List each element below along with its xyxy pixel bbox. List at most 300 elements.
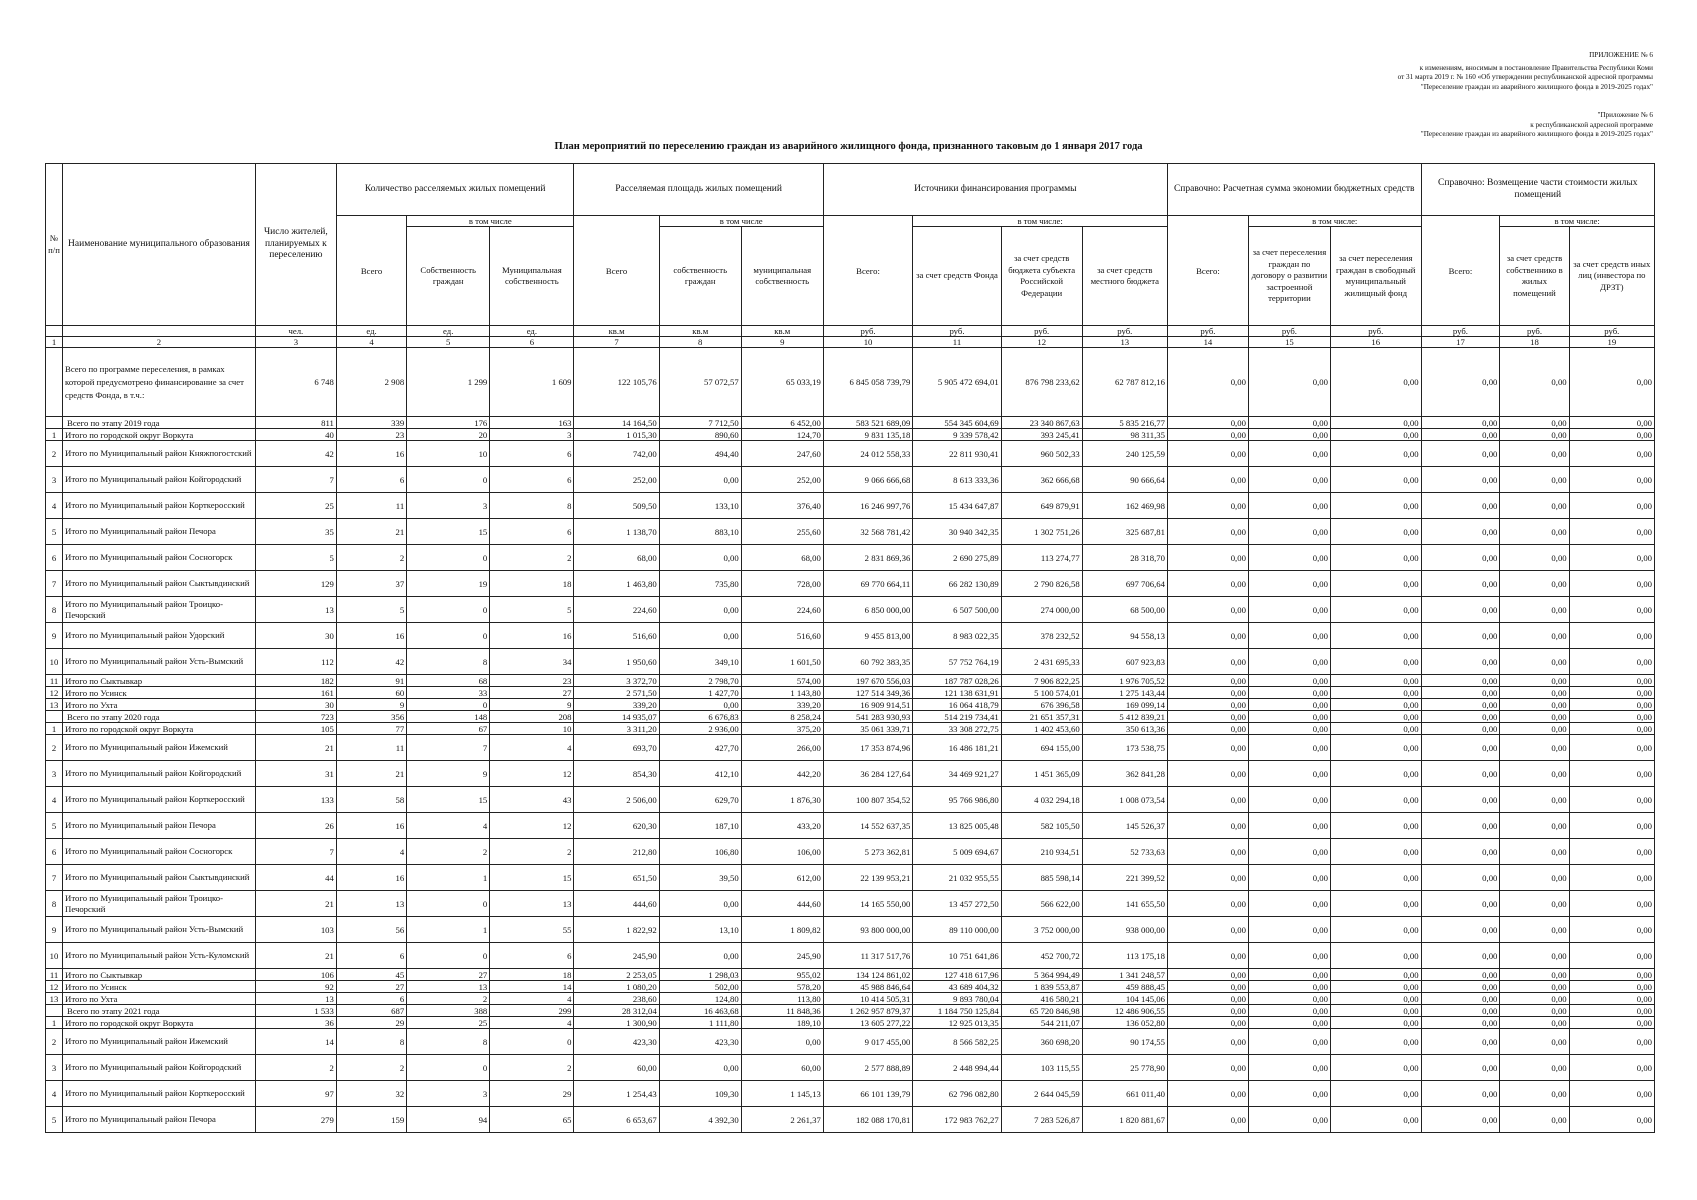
value-cell: 0,00: [659, 1055, 741, 1081]
municipality-name: Итого по Муниципальный район Печора: [63, 813, 256, 839]
value-cell: 13: [407, 981, 490, 993]
value-cell: 1 298,03: [659, 969, 741, 981]
value-cell: 0,00: [1421, 571, 1500, 597]
value-cell: 60: [336, 687, 406, 699]
value-cell: 0,00: [1421, 813, 1500, 839]
value-cell: 210 934,51: [1001, 839, 1082, 865]
value-cell: 339,20: [574, 699, 659, 711]
table-row: [46, 1081, 1655, 1107]
value-cell: 0,00: [1248, 467, 1330, 493]
value-cell: 0,00: [1500, 981, 1569, 993]
table-row: [46, 1017, 1655, 1029]
value-cell: 0,00: [1569, 571, 1654, 597]
value-cell: 12 925 013,35: [913, 1017, 1001, 1029]
value-cell: 0,00: [1500, 891, 1569, 917]
value-cell: 0,00: [1569, 917, 1654, 943]
table-row: [46, 623, 1655, 649]
value-cell: 9: [490, 699, 574, 711]
value-cell: 173 538,75: [1082, 735, 1167, 761]
row-number: 7: [46, 865, 63, 891]
value-cell: 0,00: [1248, 348, 1330, 417]
value-cell: 0,00: [1248, 417, 1330, 429]
value-cell: 172 983 762,27: [913, 1107, 1001, 1133]
value-cell: 21: [336, 519, 406, 545]
value-cell: 136 052,80: [1082, 1017, 1167, 1029]
value-cell: 0,00: [1248, 761, 1330, 787]
municipality-name: Итого по городской округ Воркута: [63, 723, 256, 735]
value-cell: 0,00: [1421, 1081, 1500, 1107]
column-number-cell: 9: [741, 337, 823, 348]
value-cell: 69 770 664,11: [823, 571, 913, 597]
municipality-name: Итого по Сыктывкар: [63, 969, 256, 981]
value-cell: 0,00: [1569, 675, 1654, 687]
unit-cell: руб.: [1421, 326, 1500, 337]
value-cell: 0,00: [1500, 917, 1569, 943]
value-cell: 21 032 955,55: [913, 865, 1001, 891]
value-cell: 182: [255, 675, 336, 687]
value-cell: 13: [255, 597, 336, 623]
value-cell: 3 752 000,00: [1001, 917, 1082, 943]
unit-cell: руб.: [1500, 326, 1569, 337]
value-cell: 0,00: [1569, 723, 1654, 735]
value-cell: 6 748: [255, 348, 336, 417]
value-cell: 0: [407, 467, 490, 493]
value-cell: 68 500,00: [1082, 597, 1167, 623]
value-cell: 66 282 130,89: [913, 571, 1001, 597]
value-cell: 0,00: [1330, 735, 1421, 761]
municipality-name: Итого по Муниципальный район Ижемский: [63, 735, 256, 761]
value-cell: 24 012 558,33: [823, 441, 913, 467]
value-cell: 65 033,19: [741, 348, 823, 417]
value-cell: 0,00: [1421, 1005, 1500, 1017]
value-cell: 0,00: [1569, 649, 1654, 675]
group-economy-header: Справочно: Расчетная сумма экономии бюджетных средств: [1167, 164, 1421, 216]
value-cell: 0,00: [1167, 1055, 1248, 1081]
value-cell: 1 008 073,54: [1082, 787, 1167, 813]
value-cell: 12: [490, 813, 574, 839]
value-cell: 4: [407, 813, 490, 839]
value-cell: 0,00: [1500, 429, 1569, 441]
value-cell: 960 502,33: [1001, 441, 1082, 467]
value-cell: 574,00: [741, 675, 823, 687]
value-cell: 113 175,18: [1082, 943, 1167, 969]
value-cell: 0,00: [1330, 649, 1421, 675]
value-cell: 0,00: [1500, 441, 1569, 467]
value-cell: 0,00: [1330, 1107, 1421, 1133]
value-cell: 5 412 839,21: [1082, 711, 1167, 723]
value-cell: 62 796 082,80: [913, 1081, 1001, 1107]
value-cell: 0,00: [1248, 891, 1330, 917]
table-body: [46, 348, 1655, 1133]
value-cell: 0,00: [659, 597, 741, 623]
value-cell: 1 015,30: [574, 429, 659, 441]
value-cell: 89 110 000,00: [913, 917, 1001, 943]
row-number: 4: [46, 493, 63, 519]
value-cell: 0,00: [1167, 623, 1248, 649]
unit-cell: кв.м: [659, 326, 741, 337]
table-row: [46, 519, 1655, 545]
value-cell: 0,00: [1248, 735, 1330, 761]
value-cell: 1 809,82: [741, 917, 823, 943]
value-cell: 8: [407, 1029, 490, 1055]
value-cell: 8 613 333,36: [913, 467, 1001, 493]
value-cell: 148: [407, 711, 490, 723]
unit-cell: руб.: [1167, 326, 1248, 337]
value-cell: 0,00: [1569, 839, 1654, 865]
value-cell: 1 601,50: [741, 649, 823, 675]
value-cell: 187 787 028,26: [913, 675, 1001, 687]
value-cell: 103: [255, 917, 336, 943]
value-cell: 25: [407, 1017, 490, 1029]
row-number: 3: [46, 761, 63, 787]
column-number-cell: 18: [1500, 337, 1569, 348]
value-cell: 661 011,40: [1082, 1081, 1167, 1107]
value-cell: 0,00: [1569, 735, 1654, 761]
value-cell: 0,00: [1248, 1081, 1330, 1107]
value-cell: 2: [407, 839, 490, 865]
value-cell: 676 396,58: [1001, 699, 1082, 711]
value-cell: 375,20: [741, 723, 823, 735]
row-number: 10: [46, 649, 63, 675]
value-cell: 0,00: [1500, 348, 1569, 417]
value-cell: 0,00: [1248, 787, 1330, 813]
value-cell: 0,00: [1248, 813, 1330, 839]
value-cell: 163: [490, 417, 574, 429]
value-cell: 0,00: [659, 623, 741, 649]
value-cell: 30: [255, 699, 336, 711]
value-cell: 360 698,20: [1001, 1029, 1082, 1055]
appendix-line: "Переселение граждан из аварийного жилищного фонда в 2019-2025 годах": [1420, 82, 1653, 91]
value-cell: 94 558,13: [1082, 623, 1167, 649]
value-cell: 388: [407, 1005, 490, 1017]
value-cell: 224,60: [741, 597, 823, 623]
value-cell: 0,00: [1569, 993, 1654, 1005]
value-cell: 0,00: [1167, 1107, 1248, 1133]
value-cell: 0,00: [1330, 865, 1421, 891]
value-cell: 0,00: [1500, 1029, 1569, 1055]
municipality-name: Итого по Муниципальный район Усть-Куломский: [63, 943, 256, 969]
value-cell: 0,00: [1500, 1081, 1569, 1107]
value-cell: 339: [336, 417, 406, 429]
value-cell: 811: [255, 417, 336, 429]
value-cell: 0,00: [1167, 943, 1248, 969]
value-cell: 0,00: [1167, 1005, 1248, 1017]
municipality-name: Итого по Муниципальный район Троицко-Печорский: [63, 597, 256, 623]
unit-cell: руб.: [1330, 326, 1421, 337]
unit-cell: [46, 326, 63, 337]
value-cell: 21: [255, 891, 336, 917]
unit-cell: руб.: [1248, 326, 1330, 337]
value-cell: 0,00: [1248, 943, 1330, 969]
value-cell: 0,00: [1500, 1055, 1569, 1081]
value-cell: 29: [336, 1017, 406, 1029]
value-cell: 68,00: [741, 545, 823, 571]
value-cell: 0,00: [1248, 699, 1330, 711]
value-cell: 10 414 505,31: [823, 993, 913, 1005]
value-cell: 735,80: [659, 571, 741, 597]
row-number: 2: [46, 735, 63, 761]
value-cell: 2: [407, 993, 490, 1005]
col-fin-total: Всего:: [823, 216, 913, 326]
row-number: 9: [46, 623, 63, 649]
value-cell: 1 262 957 879,37: [823, 1005, 913, 1017]
column-number-cell: 16: [1330, 337, 1421, 348]
value-cell: 0,00: [1330, 348, 1421, 417]
value-cell: 16: [336, 813, 406, 839]
value-cell: 0,00: [1167, 891, 1248, 917]
value-cell: 1 184 750 125,84: [913, 1005, 1001, 1017]
value-cell: 1 463,80: [574, 571, 659, 597]
value-cell: 651,50: [574, 865, 659, 891]
table-row: [46, 493, 1655, 519]
value-cell: 0,00: [1330, 839, 1421, 865]
row-number: 6: [46, 545, 63, 571]
col-count-own: Собственность граждан: [407, 227, 490, 326]
value-cell: 1 533: [255, 1005, 336, 1017]
value-cell: 6: [490, 441, 574, 467]
value-cell: 30 940 342,35: [913, 519, 1001, 545]
municipality-name: Итого по Муниципальный район Печора: [63, 519, 256, 545]
value-cell: 0,00: [1500, 545, 1569, 571]
unit-cell: ед.: [490, 326, 574, 337]
value-cell: 169 099,14: [1082, 699, 1167, 711]
value-cell: 6: [490, 467, 574, 493]
value-cell: 2: [336, 545, 406, 571]
value-cell: 0,00: [1167, 675, 1248, 687]
value-cell: 0,00: [1167, 865, 1248, 891]
value-cell: 0,00: [1569, 429, 1654, 441]
value-cell: 0,00: [1167, 687, 1248, 699]
value-cell: 0,00: [1500, 649, 1569, 675]
value-cell: 52 733,63: [1082, 839, 1167, 865]
value-cell: 90 174,55: [1082, 1029, 1167, 1055]
value-cell: 1 143,80: [741, 687, 823, 699]
column-number-cell: 11: [913, 337, 1001, 348]
value-cell: 0,00: [1248, 865, 1330, 891]
value-cell: 554 345 604,69: [913, 417, 1001, 429]
table-row: [46, 699, 1655, 711]
value-cell: 159: [336, 1107, 406, 1133]
value-cell: 0,00: [1330, 467, 1421, 493]
incl-label: в том числе:: [1248, 216, 1421, 227]
value-cell: 0,00: [1421, 865, 1500, 891]
municipality-name: Итого по городской округ Воркута: [63, 1017, 256, 1029]
value-cell: 1 402 453,60: [1001, 723, 1082, 735]
value-cell: 35: [255, 519, 336, 545]
municipality-name: Итого по Муниципальный район Княжпогостский: [63, 441, 256, 467]
value-cell: 60,00: [574, 1055, 659, 1081]
value-cell: 9: [336, 699, 406, 711]
table-row: [46, 1055, 1655, 1081]
value-cell: 16 909 914,51: [823, 699, 913, 711]
value-cell: 4 032 294,18: [1001, 787, 1082, 813]
value-cell: 0,00: [1167, 735, 1248, 761]
value-cell: 1 820 881,67: [1082, 1107, 1167, 1133]
value-cell: 0,00: [1569, 891, 1654, 917]
row-number: 1: [46, 1017, 63, 1029]
value-cell: 444,60: [574, 891, 659, 917]
value-cell: 0,00: [1500, 1017, 1569, 1029]
value-cell: 13: [255, 993, 336, 1005]
value-cell: 13 457 272,50: [913, 891, 1001, 917]
value-cell: 376,40: [741, 493, 823, 519]
col-area-total: Всего: [574, 216, 659, 326]
grand-total-row: [46, 348, 1655, 417]
value-cell: 0,00: [1330, 981, 1421, 993]
value-cell: 0,00: [1500, 943, 1569, 969]
value-cell: 362 841,28: [1082, 761, 1167, 787]
value-cell: 0,00: [1167, 787, 1248, 813]
unit-cell: кв.м: [741, 326, 823, 337]
value-cell: 0,00: [1330, 1017, 1421, 1029]
value-cell: 15: [407, 519, 490, 545]
column-number-cell: 13: [1082, 337, 1167, 348]
value-cell: 161: [255, 687, 336, 699]
value-cell: 2 571,50: [574, 687, 659, 699]
value-cell: 0,00: [1330, 1005, 1421, 1017]
value-cell: 0,00: [1500, 723, 1569, 735]
value-cell: 0,00: [1248, 429, 1330, 441]
value-cell: 23: [336, 429, 406, 441]
municipality-name: Итого по Муниципальный район Сыктывдинский: [63, 571, 256, 597]
table-row: [46, 787, 1655, 813]
value-cell: 7: [255, 467, 336, 493]
table-row: [46, 839, 1655, 865]
value-cell: 0,00: [1500, 865, 1569, 891]
value-cell: 0,00: [1167, 441, 1248, 467]
value-cell: 16: [336, 623, 406, 649]
value-cell: 5 100 574,01: [1001, 687, 1082, 699]
value-cell: 544 211,07: [1001, 1017, 1082, 1029]
value-cell: 0,00: [1330, 761, 1421, 787]
value-cell: 0,00: [1167, 1017, 1248, 1029]
value-cell: 0,00: [1569, 1005, 1654, 1017]
municipality-name: Итого по Муниципальный район Удорский: [63, 623, 256, 649]
value-cell: 0,00: [1248, 1029, 1330, 1055]
value-cell: 0,00: [1569, 687, 1654, 699]
value-cell: 1 275 143,44: [1082, 687, 1167, 699]
value-cell: 0,00: [1330, 993, 1421, 1005]
value-cell: 0,00: [1569, 787, 1654, 813]
value-cell: 0,00: [1500, 761, 1569, 787]
value-cell: 104 145,06: [1082, 993, 1167, 1005]
appendix-line: к республиканской адресной программе: [1530, 120, 1653, 129]
value-cell: 36 284 127,64: [823, 761, 913, 787]
value-cell: 6: [490, 943, 574, 969]
value-cell: 2 431 695,33: [1001, 649, 1082, 675]
value-cell: 25 778,90: [1082, 1055, 1167, 1081]
value-cell: 0,00: [1330, 417, 1421, 429]
value-cell: 938 000,00: [1082, 917, 1167, 943]
value-cell: 0,00: [1167, 993, 1248, 1005]
value-cell: 1 138,70: [574, 519, 659, 545]
row-number: 5: [46, 813, 63, 839]
value-cell: 0,00: [1421, 649, 1500, 675]
value-cell: 349,10: [659, 649, 741, 675]
value-cell: 221 399,52: [1082, 865, 1167, 891]
value-cell: 1 080,20: [574, 981, 659, 993]
value-cell: 723: [255, 711, 336, 723]
value-cell: 0,00: [1330, 723, 1421, 735]
row-number: 4: [46, 787, 63, 813]
municipality-name: Итого по Сыктывкар: [63, 675, 256, 687]
value-cell: 105: [255, 723, 336, 735]
value-cell: 0,00: [1500, 699, 1569, 711]
row-number: 7: [46, 571, 63, 597]
value-cell: 2: [255, 1055, 336, 1081]
value-cell: 27: [407, 969, 490, 981]
value-cell: 0,00: [1330, 429, 1421, 441]
municipality-name: Итого по Муниципальный район Койгородский: [63, 1055, 256, 1081]
value-cell: 29: [490, 1081, 574, 1107]
value-cell: 0,00: [1248, 981, 1330, 993]
document-title: План мероприятий по переселению граждан из аварийного жилищного фонда, признанного таковым до 1 января 2017 года: [554, 141, 1143, 152]
unit-cell: руб.: [1569, 326, 1654, 337]
value-cell: 578,20: [741, 981, 823, 993]
value-cell: 0,00: [1421, 623, 1500, 649]
value-cell: 2 448 994,44: [913, 1055, 1001, 1081]
value-cell: 0,00: [1167, 429, 1248, 441]
value-cell: 36: [255, 1017, 336, 1029]
value-cell: 339,20: [741, 699, 823, 711]
value-cell: 0,00: [1167, 545, 1248, 571]
value-cell: 16 463,68: [659, 1005, 741, 1017]
value-cell: 1 976 705,52: [1082, 675, 1167, 687]
value-cell: 109,30: [659, 1081, 741, 1107]
table-row: [46, 687, 1655, 699]
value-cell: 124,70: [741, 429, 823, 441]
value-cell: 6 653,67: [574, 1107, 659, 1133]
value-cell: 106,80: [659, 839, 741, 865]
appendix-line: к изменениям, вносимым в постановление Правительства Республики Коми: [1419, 63, 1653, 72]
row-number: 13: [46, 993, 63, 1005]
value-cell: 5 364 994,49: [1001, 969, 1082, 981]
value-cell: 7 906 822,25: [1001, 675, 1082, 687]
value-cell: 9: [407, 761, 490, 787]
value-cell: 0,00: [1569, 865, 1654, 891]
value-cell: 0,00: [1248, 623, 1330, 649]
value-cell: 0,00: [1421, 687, 1500, 699]
value-cell: 21: [255, 943, 336, 969]
unit-cell: [63, 326, 256, 337]
value-cell: 2 577 888,89: [823, 1055, 913, 1081]
value-cell: 0,00: [1569, 623, 1654, 649]
resettlement-plan-table: [45, 163, 1655, 1133]
value-cell: 182 088 170,81: [823, 1107, 913, 1133]
value-cell: 649 879,91: [1001, 493, 1082, 519]
value-cell: 0,00: [1248, 993, 1330, 1005]
value-cell: 6: [336, 467, 406, 493]
value-cell: 8 983 022,35: [913, 623, 1001, 649]
municipality-name: Итого по Муниципальный район Усть-Вымский: [63, 649, 256, 675]
incl-label: в том числе:: [1500, 216, 1655, 227]
value-cell: 13: [490, 891, 574, 917]
value-cell: 2 908: [336, 348, 406, 417]
value-cell: 0,00: [1330, 891, 1421, 917]
value-cell: 31: [255, 761, 336, 787]
municipality-name: Итого по Усинск: [63, 981, 256, 993]
value-cell: 0,00: [1167, 711, 1248, 723]
value-cell: 0,00: [1500, 993, 1569, 1005]
appendix-header: [1398, 51, 1653, 92]
value-cell: 93 800 000,00: [823, 917, 913, 943]
value-cell: 0,00: [1421, 1055, 1500, 1081]
value-cell: 8 566 582,25: [913, 1029, 1001, 1055]
value-cell: 0,00: [1569, 519, 1654, 545]
value-cell: 9 339 578,42: [913, 429, 1001, 441]
column-number-cell: 19: [1569, 337, 1654, 348]
value-cell: 890,60: [659, 429, 741, 441]
